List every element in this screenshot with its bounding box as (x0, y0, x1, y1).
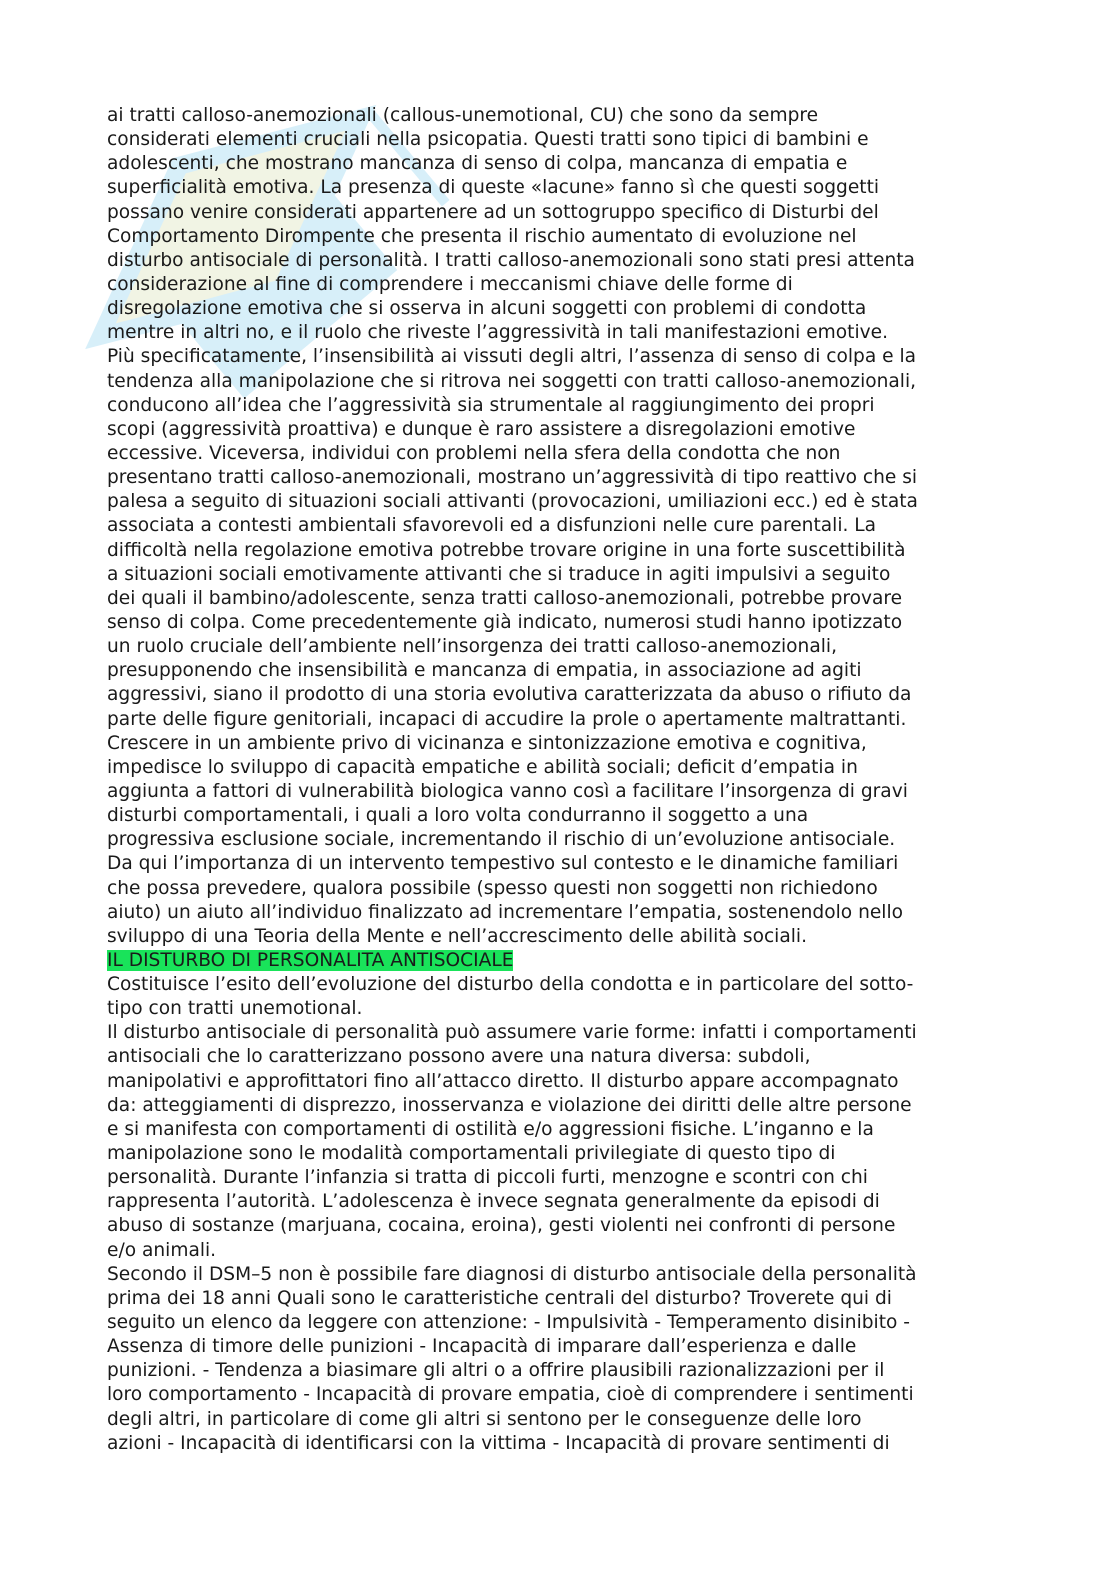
text-line: mentre in altri no, e il ruolo che riveste l’aggressività in tali manifestazioni emotive. (107, 322, 888, 344)
text-line: e si manifesta con comportamenti di ostilità e/o aggressioni fisiche. L’inganno e la (107, 1118, 874, 1140)
text-line: considerazione al fine di comprendere i meccanismi chiave delle forme di (107, 273, 793, 295)
paragraph-callous-unemotional (107, 104, 1007, 949)
text-line: senso di colpa. Come precedentemente già indicato, numerosi studi hanno ipotizzato (107, 611, 903, 633)
text-line: progressiva esclusione sociale, incrementando il rischio di un’evoluzione antisociale. (107, 829, 896, 851)
text-line: aggiunta a fattori di vulnerabilità biologica vanno così a facilitare l’insorgenza di gravi (107, 780, 908, 802)
text-line: degli altri, in particolare di come gli altri si sentono per le conseguenze delle loro (107, 1408, 862, 1430)
text-line: loro comportamento - Incapacità di provare empatia, cioè di comprendere i sentimenti (107, 1384, 914, 1406)
text-line: Costituisce l’esito dell’evoluzione del disturbo della condotta e in particolare del sotto- (107, 974, 914, 996)
text-line: presentano tratti calloso-anemozionali, mostrano un’aggressività di tipo reattivo che si (107, 467, 918, 489)
text-line: considerati elementi cruciali nella psicopatia. Questi tratti sono tipici di bambini e (107, 129, 869, 151)
text-line: dei quali il bambino/adolescente, senza tratti calloso-anemozionali, potrebbe provare (107, 587, 903, 609)
text-line: ai tratti calloso-anemozionali (callous-unemotional, CU) che sono da sempre (107, 105, 819, 126)
text-line: punizioni. - Tendenza a biasimare gli altri o a offrire plausibili razionalizzazioni per il (107, 1360, 885, 1382)
text-line: rappresenta l’autorità. L’adolescenza è invece segnata generalmente da episodi di (107, 1191, 880, 1213)
document-body (107, 104, 1007, 1456)
text-line: Più specificatamente, l’insensibilità ai vissuti degli altri, l’assenza di senso di colpa e la (107, 346, 917, 368)
text-line: difficoltà nella regolazione emotiva potrebbe trovare origine in una forte suscettibilità (107, 539, 906, 561)
section-heading-line (107, 949, 1007, 973)
text-line: associata a contesti ambientali sfavorevoli ed a disfunzioni nelle cure parentali. La (107, 515, 877, 537)
text-line: tendenza alla manipolazione che si ritrova nei soggetti con tratti calloso-anemozionali, (107, 370, 917, 392)
text-line: disturbi comportamentali, i quali a loro volta condurranno il soggetto a una (107, 805, 809, 827)
text-line: manipolazione sono le modalità comportamentali privilegiate di questo tipo di (107, 1143, 836, 1165)
paragraph-antisocial-disorder (107, 973, 1007, 1456)
text-line: superficialità emotiva. La presenza di queste «lacune» fanno sì che questi soggetti (107, 177, 880, 199)
text-line: e/o animali. (107, 1239, 217, 1261)
text-line: tipo con tratti unemotional. (107, 998, 363, 1020)
text-line: seguito un elenco da leggere con attenzione: - Impulsività - Temperamento disinibito - (107, 1312, 910, 1334)
text-line: presupponendo che insensibilità e mancanza di empatia, in associazione ad agiti (107, 660, 862, 682)
text-line: sviluppo di una Teoria della Mente e nell’accrescimento delle abilità sociali. (107, 925, 807, 947)
text-line: antisociali che lo caratterizzano possono avere una natura diversa: subdoli, (107, 1046, 811, 1068)
text-line: adolescenti, che mostrano mancanza di senso di colpa, mancanza di empatia e (107, 153, 848, 175)
text-line: Comportamento Dirompente che presenta il rischio aumentato di evoluzione nel (107, 225, 857, 247)
text-line: eccessive. Viceversa, individui con problemi nella sfera della condotta che non (107, 442, 841, 464)
text-line: a situazioni sociali emotivamente attivanti che si traduce in agiti impulsivi a seguito (107, 563, 891, 585)
text-line: che possa prevedere, qualora possibile (spesso questi non soggetti non richiedono (107, 877, 878, 899)
text-line: conducono all’idea che l’aggressività sia strumentale al raggiungimento dei propri (107, 394, 875, 416)
text-line: manipolativi e approfittatori fino all’attacco diretto. Il disturbo appare accompagnato (107, 1070, 899, 1092)
text-line: Il disturbo antisociale di personalità può assumere varie forme: infatti i comportamenti (107, 1022, 917, 1044)
text-line: Crescere in un ambiente privo di vicinanza e sintonizzazione emotiva e cognitiva, (107, 732, 867, 754)
text-line: disregolazione emotiva che si osserva in alcuni soggetti con problemi di condotta (107, 298, 867, 320)
text-line: Da qui l’importanza di un intervento tempestivo sul contesto e le dinamiche familiari (107, 853, 899, 875)
text-line: disturbo antisociale di personalità. I tratti calloso-anemozionali sono stati presi attenta (107, 249, 915, 271)
text-line: aiuto) un aiuto all’individuo finalizzato ad incrementare l’empatia, sostenendolo nello (107, 901, 903, 923)
text-line: possano venire considerati appartenere ad un sottogruppo specifico di Disturbi del (107, 201, 879, 223)
text-line: aggressivi, siano il prodotto di una storia evolutiva caratterizzata da abuso o rifiuto da (107, 684, 912, 706)
text-line: parte delle figure genitoriali, incapaci di accudire la prole o apertamente maltrattanti. (107, 708, 907, 730)
text-line: impedisce lo sviluppo di capacità empatiche e abilità sociali; deficit d’empatia in (107, 756, 858, 778)
text-line: prima dei 18 anni Quali sono le caratteristiche centrali del disturbo? Troverete qui di (107, 1287, 892, 1309)
section-heading: IL DISTURBO DI PERSONALITA ANTISOCIALE (107, 949, 514, 971)
text-line: Assenza di timore delle punizioni - Incapacità di imparare dall’esperienza e dalle (107, 1336, 857, 1358)
text-line: palesa a seguito di situazioni sociali attivanti (provocazioni, umiliazioni ecc.) ed è stata (107, 491, 918, 513)
text-line: scopi (aggressività proattiva) e dunque è raro assistere a disregolazioni emotive (107, 418, 856, 440)
text-line: da: atteggiamenti di disprezzo, inosservanza e violazione dei diritti delle altre persone (107, 1094, 912, 1116)
text-line: azioni - Incapacità di identificarsi con la vittima - Incapacità di provare sentimenti di (107, 1432, 890, 1454)
text-line: Secondo il DSM–5 non è possibile fare diagnosi di disturbo antisociale della personalità (107, 1263, 917, 1285)
text-line: personalità. Durante l’infanzia si tratta di piccoli furti, menzogne e scontri con chi (107, 1167, 868, 1189)
text-line: abuso di sostanze (marjuana, cocaina, eroina), gesti violenti nei confronti di persone (107, 1215, 896, 1237)
text-line: un ruolo cruciale dell’ambiente nell’insorgenza dei tratti calloso-anemozionali, (107, 636, 837, 658)
